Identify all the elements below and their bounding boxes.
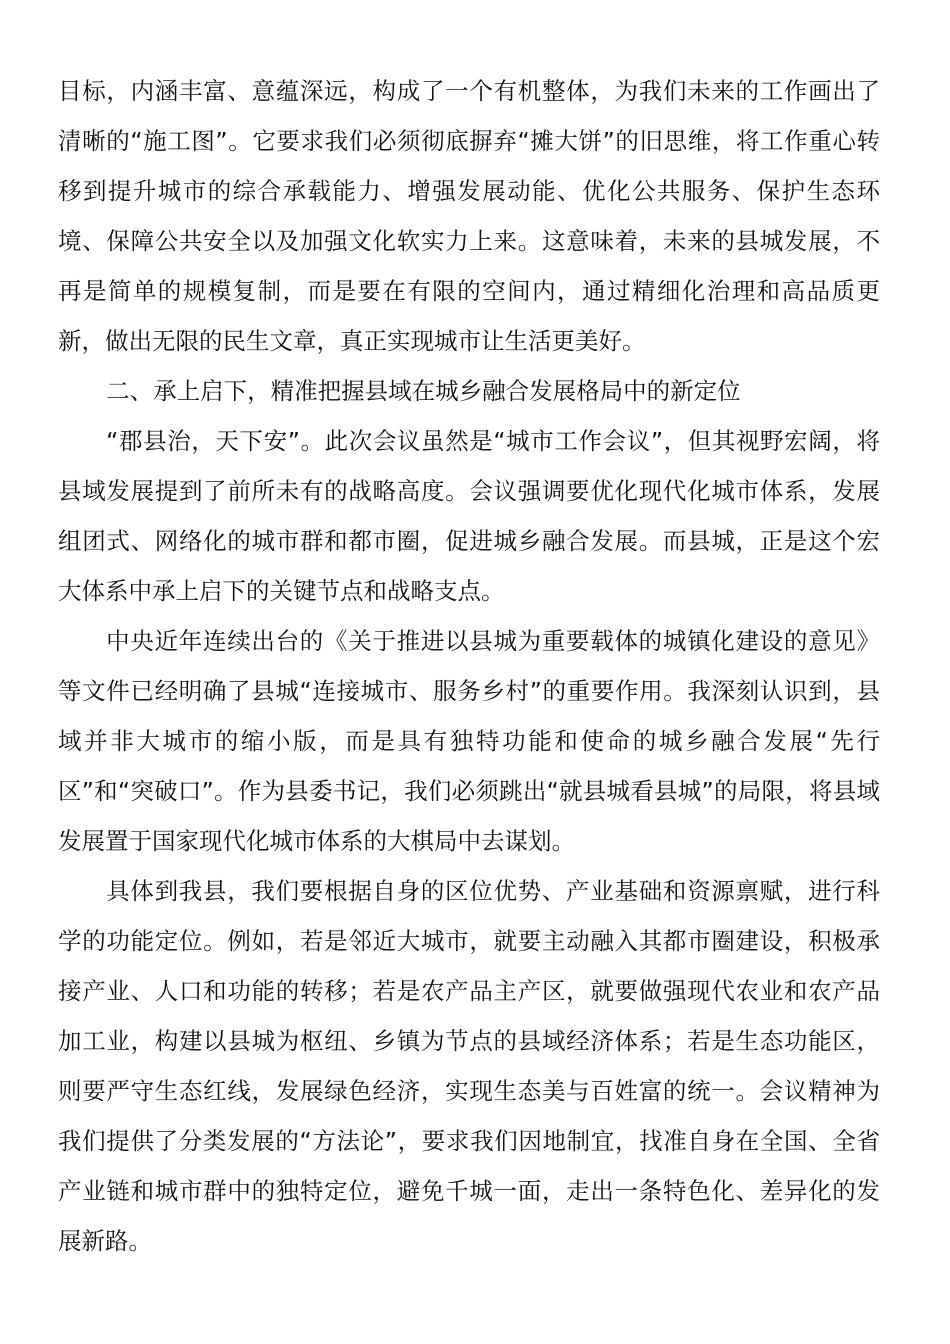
section-heading: 二、承上启下，精准把握县域在城乡融合发展格局中的新定位 — [106, 377, 741, 405]
body-paragraph: 具体到我县，我们要根据自身的区位优势、产业基础和资源禀赋，进行科学的功能定位。例如，若是邻近大城市，就要主动融入其都市圈建设，积极承接产业、人口和功能的转移；若是农产品主产区，就要做强现代农业和农产品加工业，构建以县城为枢纽、乡镇为节点的县域经济体系；若是生态功能区，则要严守生态红线，发展绿色经济，实现生态美与百姓富的统一。会议精神为我们提供了分类发展的“方法论”，要求我们因地制宜，找准自身在全国、全省产业链和城市群中的独特定位，避免千城一面，走出一条特色化、差异化的发展新路。 — [58, 877, 880, 1255]
paragraph-continuation: 目标，内涵丰富、意蕴深远，构成了一个有机整体，为我们未来的工作画出了清晰的“施工图”。它要求我们必须彻底摒弃“摊大饼”的旧思维，将工作重心转移到提升城市的综合承载能力、增强发展动能、优化公共服务、保护生态环境、保障公共安全以及加强文化软实力上来。这意味着，未来的县城发展，不再是简单的规模复制，而是要在有限的空间内，通过精细化治理和高品质更新，做出无限的民生文章，真正实现城市让生活更美好。 — [58, 77, 880, 355]
body-paragraph: 中央近年连续出台的《关于推进以县城为重要载体的城镇化建设的意见》等文件已经明确了县城“连接城市、服务乡村”的重要作用。我深刻认识到，县域并非大城市的缩小版，而是具有独特功能和使命的城乡融合发展“先行区”和“突破口”。作为县委书记，我们必须跳出“就县城看县城”的局限，将县域发展置于国家现代化城市体系的大棋局中去谋划。 — [58, 627, 880, 855]
body-paragraph: “郡县治，天下安”。此次会议虽然是“城市工作会议”，但其视野宏阔，将县域发展提到了前所未有的战略高度。会议强调要优化现代化城市体系，发展组团式、网络化的城市群和都市圈，促进城乡融合发展。而县城，正是这个宏大体系中承上启下的关键节点和战略支点。 — [58, 427, 880, 605]
document-page — [58, 66, 880, 1266]
